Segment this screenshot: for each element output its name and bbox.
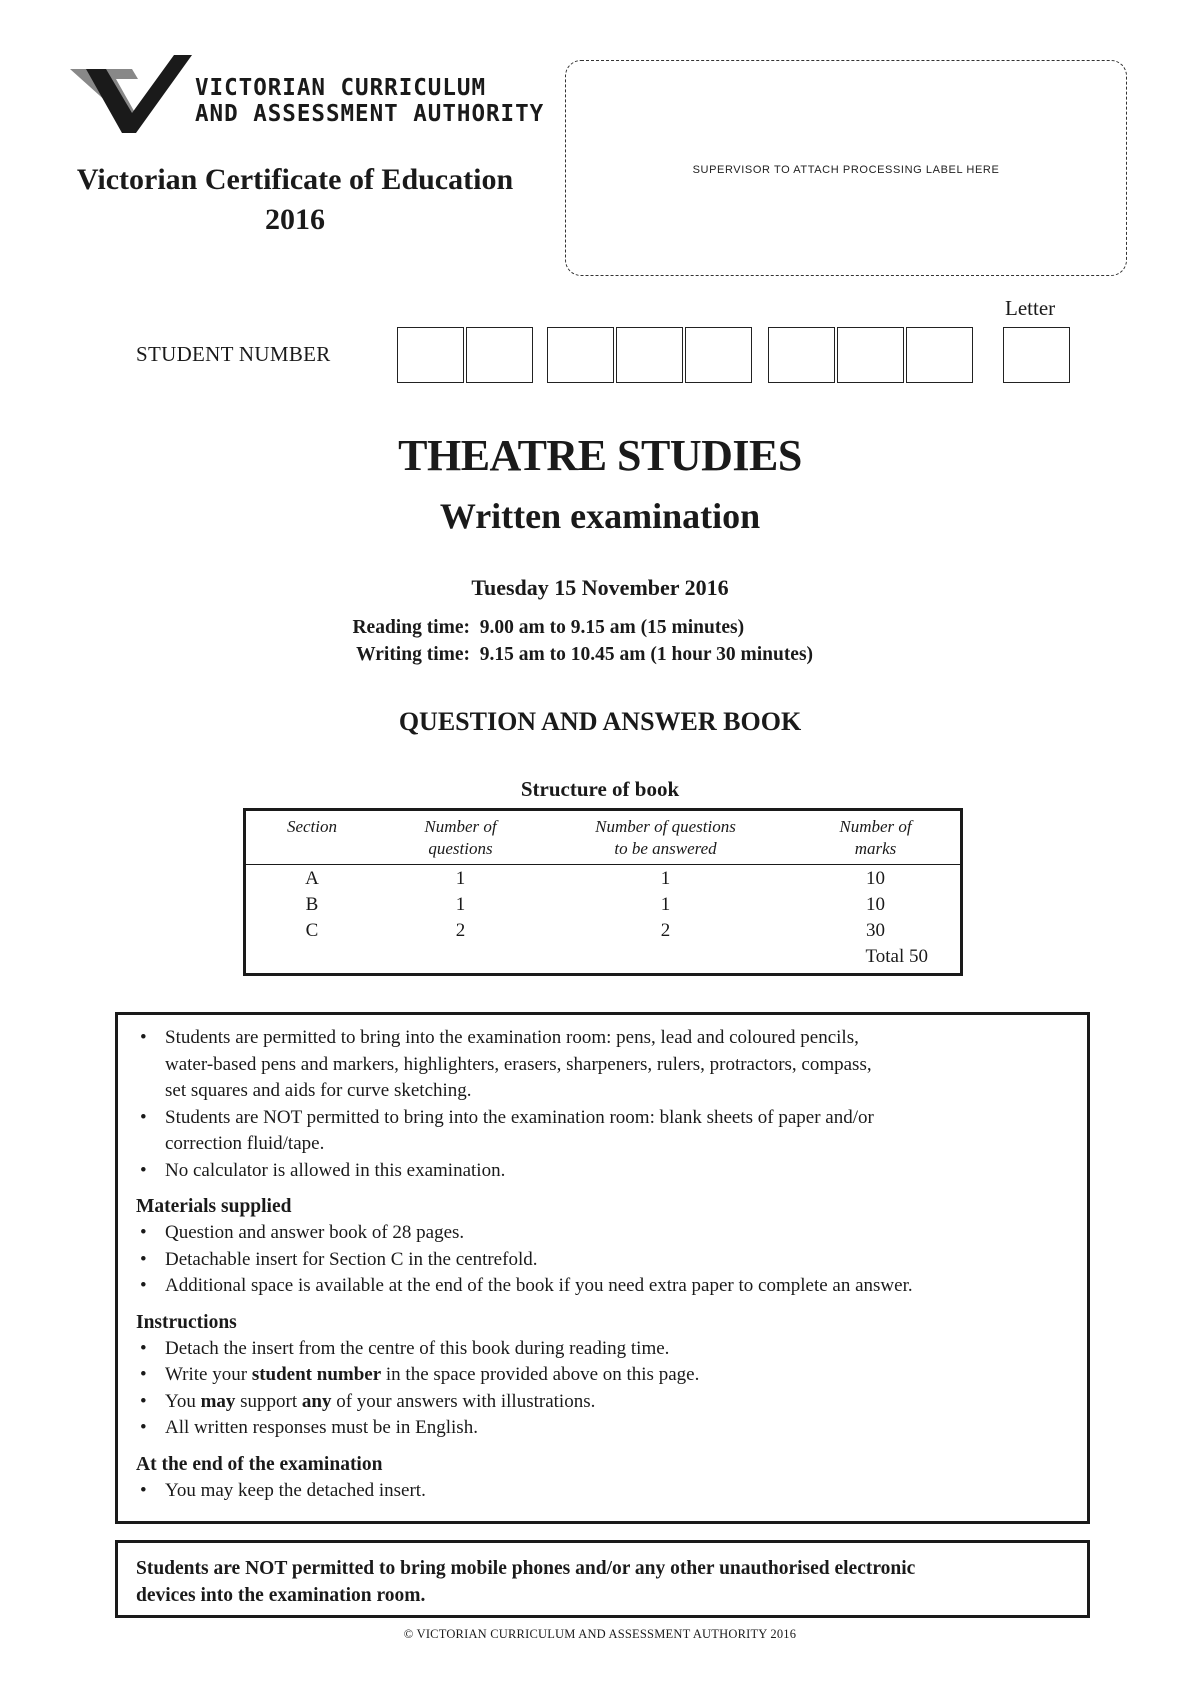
reading-time-line <box>270 617 744 639</box>
header-text-line: to be answered <box>614 839 717 858</box>
header-text-line: Number of <box>839 817 912 836</box>
header-text-line: Number of questions <box>595 817 736 836</box>
list-item: • Additional space is available at the end of the book if you need extra paper to complete an answer. <box>136 1273 1069 1300</box>
student-number-digit-box[interactable] <box>906 327 973 383</box>
cell-questions: 1 <box>455 868 466 889</box>
writing-time-label: Writing time: <box>356 644 470 665</box>
certificate-heading <box>60 160 530 240</box>
list-item-line: set squares and aids for curve sketching. <box>165 1080 472 1101</box>
list-item-line: • Students are permitted to bring into the examination room: pens, lead and coloured pencils, <box>165 1027 859 1048</box>
structure-table-header <box>246 811 960 865</box>
header-section-text: Section <box>286 817 338 836</box>
list-item: • You may keep the detached insert. <box>136 1478 1069 1505</box>
student-number-label: STUDENT NUMBER <box>136 342 331 366</box>
header-text-line: marks <box>854 839 897 858</box>
student-number-digit-box[interactable] <box>466 327 533 383</box>
list-item-text: Write your <box>165 1364 252 1385</box>
list-item-text: in the space provided above on this page. <box>381 1364 700 1385</box>
cell-section: C <box>305 920 319 941</box>
vcaa-logo <box>70 55 545 135</box>
reading-time-label: Reading time: <box>352 617 470 638</box>
devices-warning-box <box>115 1540 1090 1618</box>
writing-time-value: 9.15 am to 10.45 am (1 hour 30 minutes) <box>479 644 814 665</box>
emphasis-text: may <box>200 1390 236 1412</box>
list-item-text: of your answers with illustrations. <box>331 1390 596 1412</box>
list-item-text: You <box>165 1390 201 1412</box>
cell-marks: 10 <box>866 894 885 915</box>
certificate-year: 2016 <box>265 203 325 236</box>
list-item <box>136 1415 1069 1442</box>
student-number-digit-box[interactable] <box>685 327 752 383</box>
processing-label-text: SUPERVISOR TO ATTACH PROCESSING LABEL HERE <box>692 164 1000 176</box>
certificate-name: Victorian Certificate of Education <box>76 163 514 196</box>
processing-label-area <box>565 60 1127 276</box>
list-item-text: All written responses must be in English. <box>165 1417 478 1438</box>
reading-time-value: 9.00 am to 9.15 am (15 minutes) <box>479 617 745 638</box>
instructions-heading: Instructions <box>136 1311 237 1333</box>
list-item: • Detachable insert for Section C in the centrefold. <box>136 1247 1069 1274</box>
book-title: QUESTION AND ANSWER BOOK <box>398 707 802 736</box>
student-number-digit-box[interactable] <box>768 327 835 383</box>
list-item-line: water-based pens and markers, highlighters, erasers, sharpeners, rulers, protractors, compass, <box>165 1053 872 1075</box>
exam-subject-title: THEATRE STUDIES <box>398 431 802 480</box>
list-item-line: correction fluid/tape. <box>165 1133 325 1154</box>
header-number-of-marks <box>788 816 963 860</box>
header-questions-to-answer <box>543 816 788 860</box>
list-item: • Question and answer book of 28 pages. <box>136 1220 1069 1247</box>
cell-section: A <box>305 868 319 889</box>
list-item-line: • No calculator is allowed in this examination. <box>165 1159 506 1181</box>
writing-time-line <box>270 644 813 666</box>
cell-to-answer: 1 <box>660 894 671 915</box>
student-number-digit-box[interactable] <box>547 327 614 383</box>
header-text-line: Number of <box>424 817 497 836</box>
cell-section: B <box>305 894 319 915</box>
authority-name <box>195 75 544 127</box>
header-number-of-questions <box>378 816 543 860</box>
checkmark-logo-icon <box>70 55 195 135</box>
authority-name-line2: AND ASSESSMENT AUTHORITY <box>195 101 545 127</box>
cell-questions: 2 <box>455 920 466 941</box>
cell-to-answer: 2 <box>660 920 671 941</box>
letter-label: Letter <box>1005 296 1056 320</box>
list-item <box>136 1025 1069 1105</box>
header-text-line: questions <box>428 839 493 858</box>
warning-line: devices into the examination room. <box>136 1585 426 1606</box>
list-item-text: support <box>235 1390 302 1412</box>
student-number-digit-box[interactable] <box>616 327 683 383</box>
total-marks: Total 50 <box>865 946 928 967</box>
exam-type-title: Written examination <box>439 496 761 536</box>
header-section <box>246 816 378 838</box>
warning-line: Students are NOT permitted to bring mobile phones and/or any other unauthorised electronic <box>136 1558 916 1579</box>
list-item <box>136 1362 1069 1389</box>
student-number-digit-box[interactable] <box>837 327 904 383</box>
emphasis-text: any <box>301 1390 332 1412</box>
structure-title: Structure of book <box>520 777 680 801</box>
materials-heading: Materials supplied <box>136 1196 292 1217</box>
instructions-box <box>115 1012 1090 1524</box>
copyright-footer: © VICTORIAN CURRICULUM AND ASSESSMENT AUTHORITY 2016 <box>403 1627 797 1641</box>
emphasis-text: student number <box>251 1364 382 1385</box>
authority-name-line1: VICTORIAN CURRICULUM <box>195 75 487 101</box>
list-item <box>136 1336 1069 1363</box>
list-item <box>136 1105 1069 1158</box>
list-item <box>136 1389 1069 1416</box>
end-of-exam-heading: At the end of the examination <box>136 1453 383 1475</box>
structure-table <box>243 808 963 976</box>
cell-questions: 1 <box>455 894 466 915</box>
list-item <box>136 1158 1069 1185</box>
cell-to-answer: 1 <box>660 868 671 889</box>
cell-marks: 30 <box>866 920 885 941</box>
exam-date: Tuesday 15 November 2016 <box>471 575 729 600</box>
list-item-text: Detach the insert from the centre of this book during reading time. <box>165 1337 670 1359</box>
student-number-digit-box[interactable] <box>397 327 464 383</box>
cell-marks: 10 <box>866 868 885 889</box>
list-item-line: • Students are NOT permitted to bring into the examination room: blank sheets of paper and/or <box>165 1106 874 1128</box>
student-number-letter-box[interactable] <box>1003 327 1070 383</box>
